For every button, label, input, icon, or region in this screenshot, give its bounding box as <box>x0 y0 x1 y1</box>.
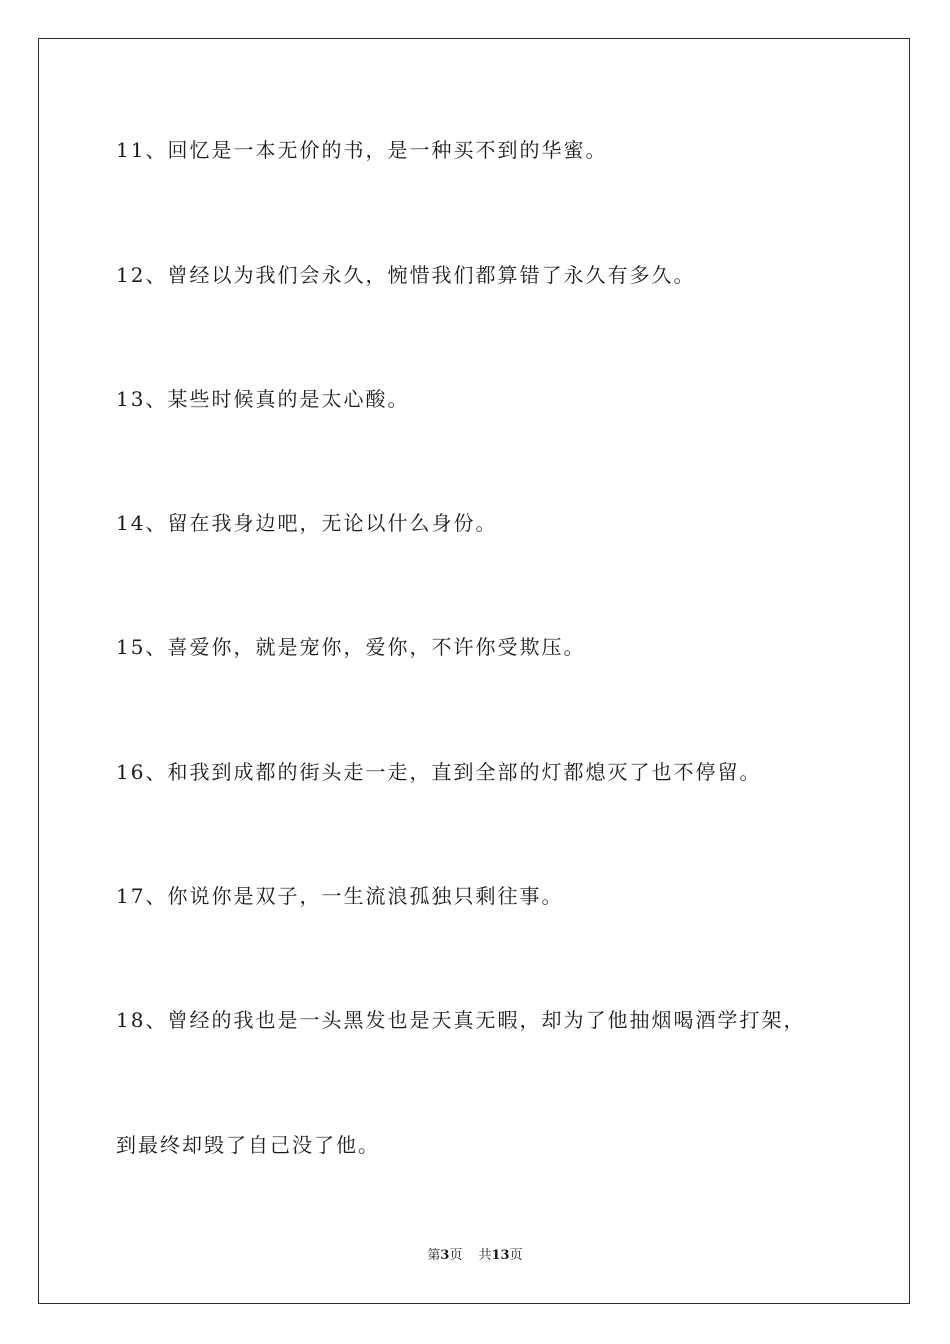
page-suffix: 页 <box>449 1248 463 1263</box>
text-line-17: 17、你说你是双子，一生流浪孤独只剩往事。 <box>116 884 564 908</box>
total-suffix: 页 <box>509 1248 523 1263</box>
page-border <box>38 38 910 1304</box>
page-footer <box>0 1248 950 1264</box>
page-number: 3 <box>440 1248 450 1263</box>
page-prefix: 第 <box>427 1248 441 1263</box>
text-line-16: 16、和我到成都的街头走一走，直到全部的灯都熄灭了也不停留。 <box>116 760 762 784</box>
text-line-14: 14、留在我身边吧，无论以什么身份。 <box>116 511 498 535</box>
text-line-18: 18、曾经的我也是一头黑发也是天真无暇，却为了他抽烟喝酒学打架， <box>116 1008 806 1032</box>
text-line-15: 15、喜爱你，就是宠你，爱你，不许你受欺压。 <box>116 635 586 659</box>
text-line-11: 11、回忆是一本无价的书，是一种买不到的华蜜。 <box>116 138 608 162</box>
total-prefix: 共 <box>478 1248 492 1263</box>
total-pages: 13 <box>491 1248 510 1263</box>
text-line-13: 13、某些时候真的是太心酸。 <box>116 387 410 411</box>
text-line-12: 12、曾经以为我们会永久，惋惜我们都算错了永久有多久。 <box>116 263 696 287</box>
text-line-18-continued: 到最终却毁了自己没了他。 <box>116 1133 380 1157</box>
